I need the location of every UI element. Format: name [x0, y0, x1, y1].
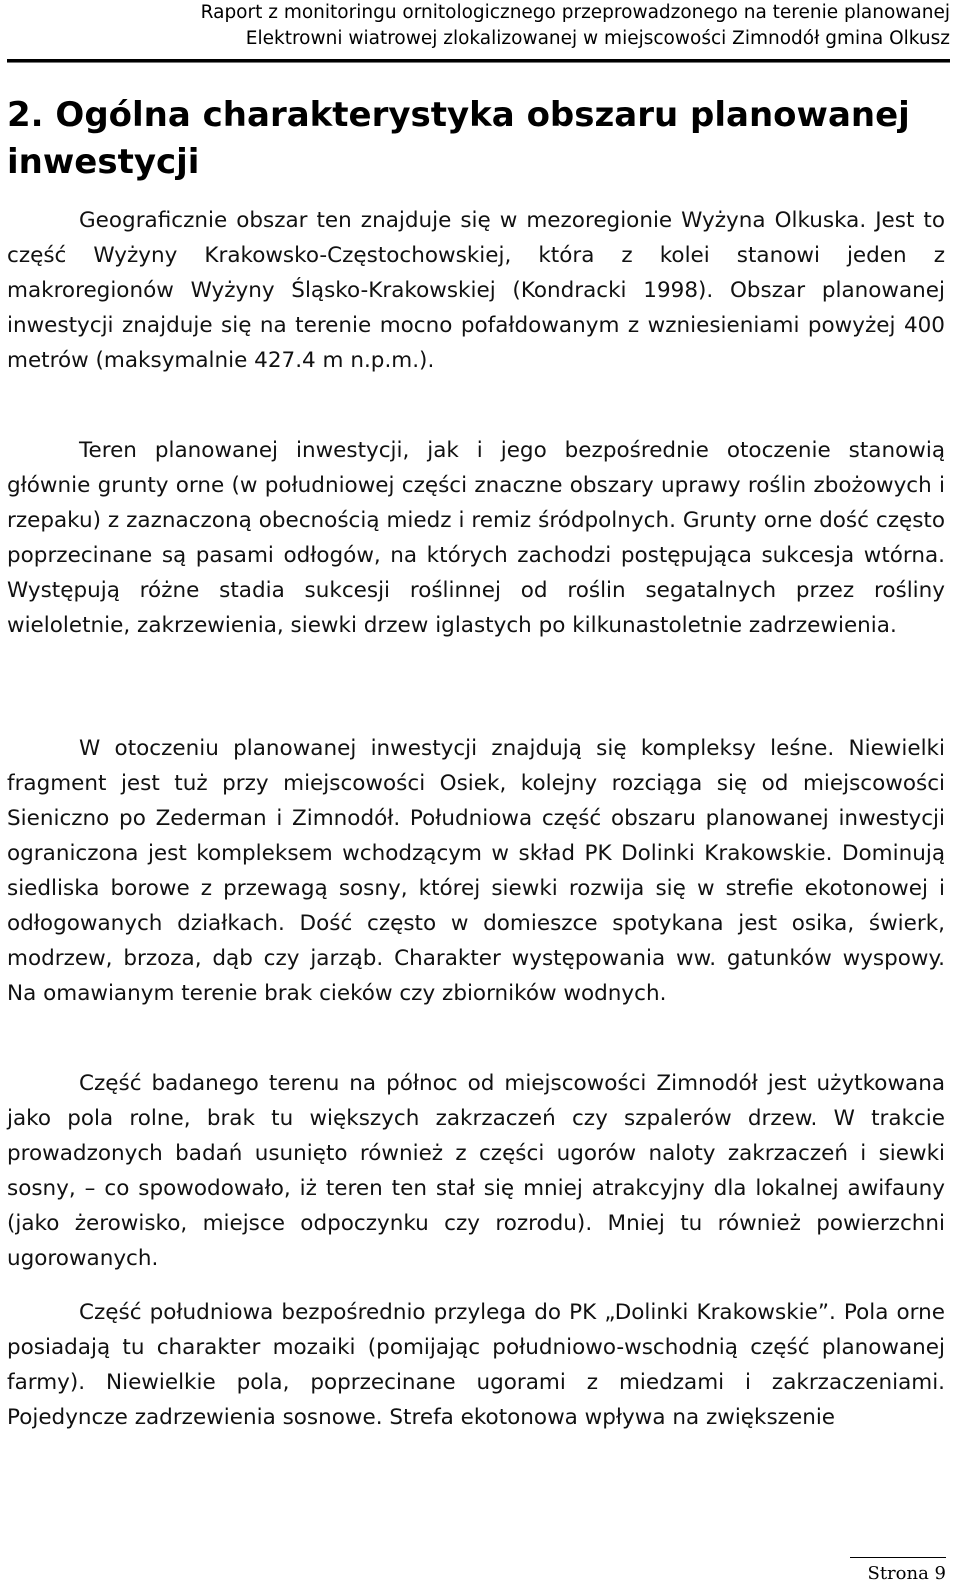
header-divider	[7, 59, 950, 63]
running-header	[10, 0, 950, 52]
paragraph-1: Geograficznie obszar ten znajduje się w mezoregionie Wyżyna Olkuska. Jest to część Wyżyny Krakowsko-Częstochowskiej, która z kolei stanowi jeden z makroregionów Wyżyny Śląsko-Krakowskiej (Kondracki 1998). Obszar planowanej inwestycji znajduje się na terenie mocno pofałdowanym z wzniesieniami powyżej 400 metrów (maksymalnie 427.4 m n.p.m.).	[7, 208, 945, 373]
section-title: 2. Ogólna charakterystyka obszaru planowanej inwestycji	[7, 95, 910, 182]
header-line-2: Elektrowni wiatrowej zlokalizowanej w miejscowości Zimnodół gmina Olkusz	[245, 28, 950, 49]
paragraph-2: Teren planowanej inwestycji, jak i jego bezpośrednie otoczenie stanowią głównie grunty orne (w południowej części znaczne obszary uprawy roślin zbożowych i rzepaku) z zaznaczoną obecnością miedz i remiz śródpolnych. Grunty orne dość często poprzecinane są pasami odłogów, na których zachodzi postępująca sukcesja wtórna. Występują różne stadia sukcesji roślinnej od roślin segatalnych przez rośliny wieloletnie, zakrzewienia, siewki drzew iglastych po kilkunastoletnie zadrzewienia.	[7, 438, 945, 638]
paragraph-5: Część południowa bezpośrednio przylega do PK „Dolinki Krakowskie”. Pola orne posiadają tu charakter mozaiki (pomijając południowo-wschodnią część planowanej farmy). Niewielkie pola, poprzecinane ugorami z miedzami i zakrzaczeniami. Pojedyncze zadrzewienia sosnowe. Strefa ekotonowa wpływa na zwiększenie	[7, 1300, 945, 1430]
paragraph-4: Część badanego terenu na północ od miejscowości Zimnodół jest użytkowana jako pola rolne, brak tu większych zakrzaczeń czy szpalerów drzew. W trakcie prowadzonych badań usunięto również z części ugorów naloty zakrzaczeń i siewki sosny, – co spowodowało, iż teren ten stał się mniej atrakcyjny dla lokalnej awifauny (jako żerowisko, miejsce odpoczynku czy rozrodu). Mniej tu również powierzchni ugorowanych.	[7, 1071, 945, 1271]
paragraph-3: W otoczeniu planowanej inwestycji znajdują się kompleksy leśne. Niewielki fragment jest tuż przy miejscowości Osiek, kolejny rozciąga się od miejscowości Sieniczno po Zederman i Zimnodół. Południowa część obszaru planowanej inwestycji ograniczona jest kompleksem wchodzącym w skład PK Dolinki Krakowskie. Dominują siedliska borowe z przewagą sosny, której siewki rozwija się w strefie ekotonowej i odłogowanych działkach. Dość często w domieszce spotykana jest osika, świerk, modrzew, brzoza, dąb czy jarząb. Charakter występowania ww. gatunków wyspowy. Na omawianym terenie brak cieków czy zbiorników wodnych.	[7, 736, 945, 1006]
page-number: Strona 9	[850, 1557, 946, 1588]
header-line-1: Raport z monitoringu ornitologicznego przeprowadzonego na terenie planowanej	[200, 2, 950, 23]
